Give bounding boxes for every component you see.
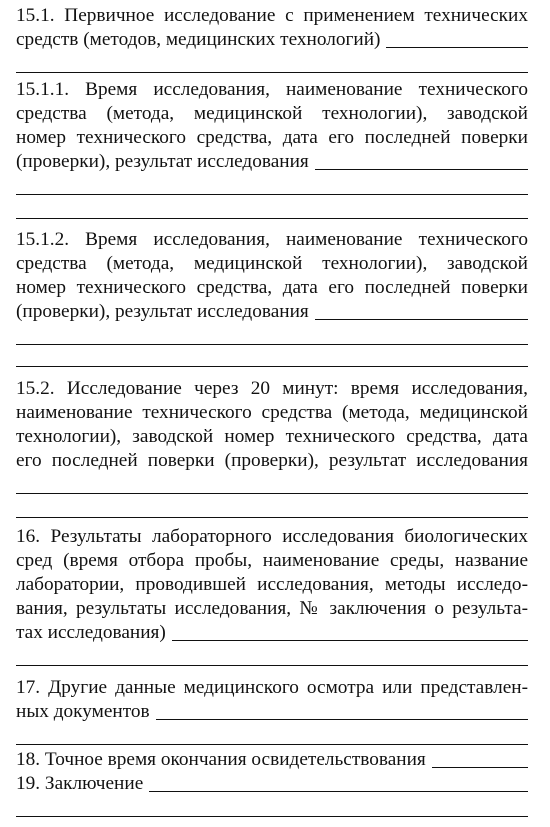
section-19-text-1: 19. Заключение [16,773,144,794]
section-15-2-answer-line-2[interactable] [16,497,528,521]
section-15-1-1-answer-line-1[interactable] [16,174,528,198]
section-15-2-answer-line-1[interactable] [16,473,528,497]
section-15-1-answer-field[interactable] [386,47,528,48]
section-19-answer-field[interactable] [149,791,528,792]
section-15-2-line-4: его последней поверки (проверки), результат исследования [16,450,528,471]
section-19 [16,772,528,820]
section-17-text-2: ных документов [16,701,150,722]
section-15-1-2-answer-line-1[interactable] [16,324,528,348]
section-19-line-1 [16,772,528,796]
section-15-2-line-3: технологии), заводской номер технического средства, дата [16,426,528,447]
separator-line [16,366,528,367]
section-15-1-1-line-1: 15.1.1. Время исследования, наименование технического [16,79,528,100]
section-15-2-line-2: наименование технического средства (метода, медицинской [16,402,528,423]
section-15-1-2-line-4 [16,300,528,324]
section-19-answer-line-1[interactable] [16,796,528,820]
section-18 [16,748,528,772]
section-16-answer-line-1[interactable] [16,645,528,669]
section-16-line-1: 16. Результаты лабораторного исследования биологических [16,526,528,547]
section-16-line-3: лаборатории, проводившей исследования, методы исследо- [16,574,528,595]
section-16-answer-field[interactable] [172,640,528,641]
section-17-answer-line-1[interactable] [16,724,528,748]
section-16-line-4: вания, результаты исследования, № заключения о результа- [16,598,528,619]
section-17-line-1: 17. Другие данные медицинского осмотра или представлен- [16,677,528,698]
section-17-line-2 [16,700,528,724]
section-15-1-text-2: средств (методов, медицинских технологий) [16,29,381,50]
section-15-1-line-2 [16,28,528,52]
section-15-1-1 [16,78,528,222]
section-18-answer-field[interactable] [432,767,528,768]
section-15-1-2-line-2: средства (метода, медицинской технологии), заводской [16,253,528,274]
section-15-2 [16,377,528,521]
section-16-line-2: сред (время отбора пробы, наименование среды, название [16,550,528,571]
section-16-text-5: тах исследования) [16,622,166,643]
section-15-1-1-answer-field[interactable] [315,169,528,170]
section-17 [16,676,528,748]
section-15-1-answer-line[interactable] [16,52,528,76]
section-15-2-line-1: 15.2. Исследование через 20 минут: время исследования, [16,378,528,399]
section-16 [16,525,528,669]
section-15-1-1-line-3: номер технического средства, дата его последней поверки [16,127,528,148]
section-15-1-1-answer-line-2[interactable] [16,198,528,222]
section-15-1-2-answer-field[interactable] [315,319,528,320]
section-15-1-1-line-4 [16,150,528,174]
section-16-line-5 [16,621,528,645]
section-15-1-2-line-3: номер технического средства, дата его последней поверки [16,277,528,298]
section-18-text-1: 18. Точное время окончания освидетельствования [16,749,426,770]
section-15-1-1-text-4: (проверки), результат исследования [16,151,309,172]
section-15-1-1-line-2: средства (метода, медицинской технологии), заводской [16,103,528,124]
section-15-1 [16,4,528,76]
section-18-line-1 [16,748,528,772]
section-15-1-2 [16,228,528,348]
section-15-1-2-line-1: 15.1.2. Время исследования, наименование технического [16,229,528,250]
section-15-1-line-1: 15.1. Первичное исследование с применением технических [16,5,528,26]
section-15-1-2-text-4: (проверки), результат исследования [16,301,309,322]
section-17-answer-field[interactable] [156,719,528,720]
